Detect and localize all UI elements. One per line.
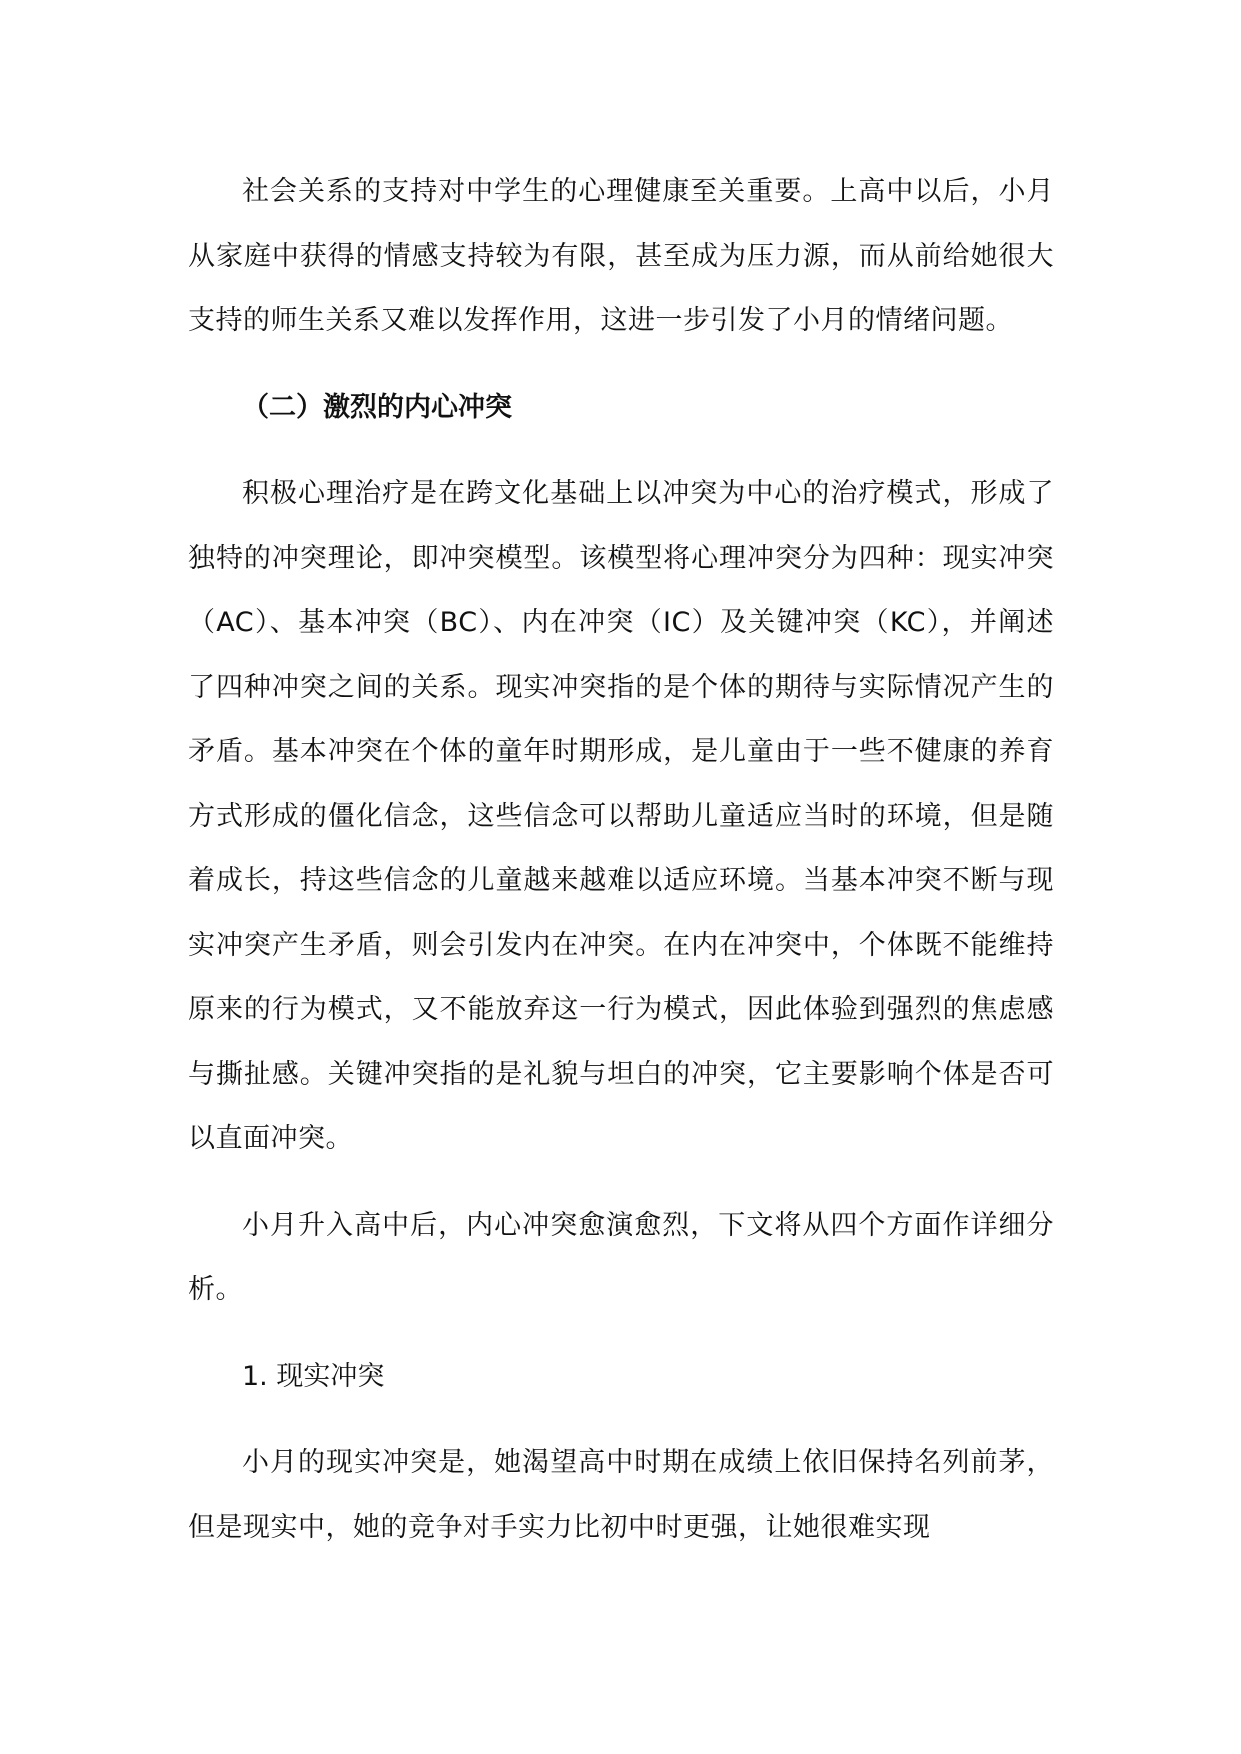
document-page	[188, 160, 1054, 1560]
paragraph-gap	[188, 1323, 1054, 1345]
subsection-heading-actual-conflict: 1. 现实冲突	[242, 1360, 385, 1392]
paragraph-gap	[188, 354, 1054, 376]
paragraph-actual-conflict: 小月的现实冲突是，她渴望高中时期在成绩上依旧保持名列前茅，但是现实中，她的竞争对手实力比初中时更强，让她很难实现	[188, 1447, 1054, 1543]
section-heading-inner-conflict: （二）激烈的内心冲突	[242, 391, 512, 423]
paragraph-gap	[188, 440, 1054, 462]
paragraph-gap	[188, 1409, 1054, 1431]
paragraph-social-support: 社会关系的支持对中学生的心理健康至关重要。上高中以后，小月从家庭中获得的情感支持较为有限，甚至成为压力源，而从前给她很大支持的师生关系又难以发挥作用，这进一步引发了小月的情绪问题。	[188, 176, 1054, 336]
paragraph-conflict-model: 积极心理治疗是在跨文化基础上以冲突为中心的治疗模式，形成了独特的冲突理论，即冲突模型。该模型将心理冲突分为四种：现实冲突（AC）、基本冲突（BC）、内在冲突（IC）及关键冲突（KC），并阐述了四种冲突之间的关系。现实冲突指的是个体的期待与实际情况产生的矛盾。基本冲突在个体的童年时期形成，是儿童由于一些不健康的养育方式形成的僵化信念，这些信念可以帮助儿童适应当时的环境，但是随着成长，持这些信念的儿童越来越难以适应环境。当基本冲突不断与现实冲突产生矛盾，则会引发内在冲突。在内在冲突中，个体既不能维持原来的行为模式，又不能放弃这一行为模式，因此体验到强烈的焦虑感与撕扯感。关键冲突指的是礼貌与坦白的冲突，它主要影响个体是否可以直面冲突。	[188, 478, 1054, 1154]
paragraph-gap	[188, 1172, 1054, 1194]
paragraph-intro-analysis: 小月升入高中后，内心冲突愈演愈烈，下文将从四个方面作详细分析。	[188, 1209, 1054, 1305]
